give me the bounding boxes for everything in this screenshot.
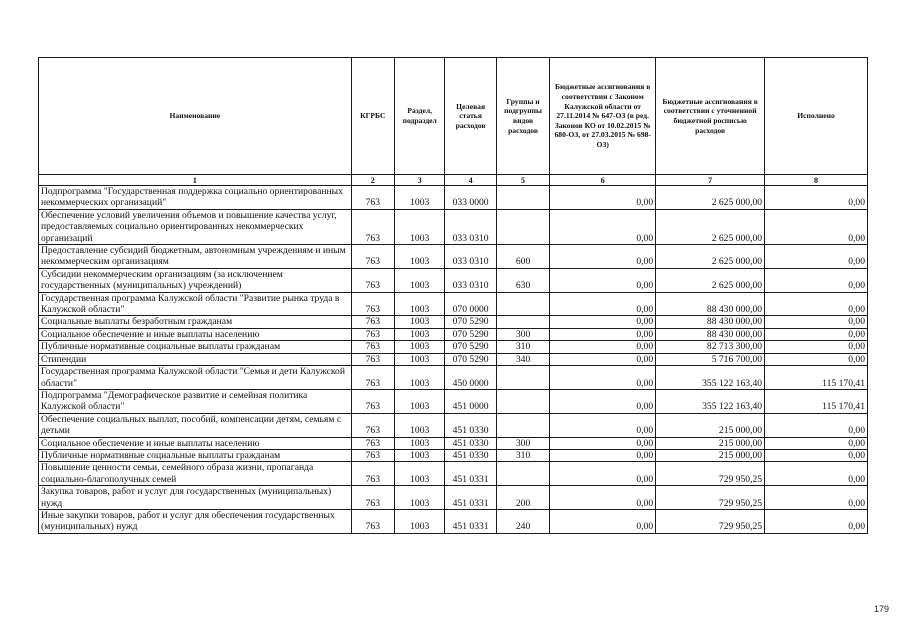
row-kgrbs: 763 xyxy=(351,186,394,210)
table-row xyxy=(39,486,868,510)
table-row xyxy=(39,437,868,449)
row-target-article: 451 0331 xyxy=(445,509,496,533)
row-target-article: 070 5290 xyxy=(445,341,496,353)
row-budget-plan: 88 430 000,00 xyxy=(656,316,765,328)
row-executed: 115 170,41 xyxy=(765,366,868,390)
row-target-article: 070 5290 xyxy=(445,328,496,340)
table-row xyxy=(39,389,868,413)
row-target-article: 033 0310 xyxy=(445,245,496,269)
row-target-article: 451 0000 xyxy=(445,389,496,413)
header-target-article: Целевая статья расходов xyxy=(445,58,496,175)
row-executed: 0,00 xyxy=(765,509,868,533)
row-kgrbs: 763 xyxy=(351,209,394,244)
row-section: 1003 xyxy=(394,509,444,533)
table-row xyxy=(39,449,868,461)
row-budget-plan: 88 430 000,00 xyxy=(656,328,765,340)
row-name: Иные закупки товаров, работ и услуг для обеспечения государственных (муниципальных) нужд xyxy=(39,509,352,533)
table-row xyxy=(39,366,868,390)
row-expense-group xyxy=(496,413,549,437)
row-expense-group xyxy=(496,316,549,328)
row-kgrbs: 763 xyxy=(351,437,394,449)
table-row xyxy=(39,292,868,316)
row-budget-law: 0,00 xyxy=(550,486,656,510)
row-budget-plan: 88 430 000,00 xyxy=(656,292,765,316)
row-executed: 0,00 xyxy=(765,316,868,328)
row-name: Обеспечение социальных выплат, пособий, компенсации детям, семьям с детьми xyxy=(39,413,352,437)
row-budget-plan: 5 716 700,00 xyxy=(656,353,765,365)
row-budget-law: 0,00 xyxy=(550,509,656,533)
budget-document xyxy=(38,57,868,534)
row-kgrbs: 763 xyxy=(351,366,394,390)
row-expense-group: 310 xyxy=(496,449,549,461)
row-kgrbs: 763 xyxy=(351,268,394,292)
row-name: Обеспечение условий увеличения объемов и повышение качества услуг, предоставляемых социально ориентированных некоммерческих организаций xyxy=(39,209,352,244)
row-name: Государственная программа Калужской области "Развитие рынка труда в Калужской области" xyxy=(39,292,352,316)
row-kgrbs: 763 xyxy=(351,413,394,437)
row-budget-law: 0,00 xyxy=(550,389,656,413)
row-name: Закупка товаров, работ и услуг для государственных (муниципальных) нужд xyxy=(39,486,352,510)
row-budget-plan: 2 625 000,00 xyxy=(656,209,765,244)
row-name: Публичные нормативные социальные выплаты гражданам xyxy=(39,449,352,461)
row-name: Субсидии некоммерческим организациям (за исключением государственных (муниципальных) учреждений) xyxy=(39,268,352,292)
row-executed: 0,00 xyxy=(765,462,868,486)
row-kgrbs: 763 xyxy=(351,245,394,269)
row-budget-law: 0,00 xyxy=(550,245,656,269)
row-executed: 0,00 xyxy=(765,268,868,292)
budget-table xyxy=(38,57,868,534)
row-section: 1003 xyxy=(394,186,444,210)
row-executed: 0,00 xyxy=(765,449,868,461)
row-target-article: 033 0310 xyxy=(445,268,496,292)
row-target-article: 451 0330 xyxy=(445,449,496,461)
header-section: Раздел, подраздел xyxy=(394,58,444,175)
column-number-row xyxy=(39,175,868,186)
row-target-article: 033 0000 xyxy=(445,186,496,210)
row-budget-plan: 2 625 000,00 xyxy=(656,186,765,210)
row-section: 1003 xyxy=(394,292,444,316)
row-kgrbs: 763 xyxy=(351,292,394,316)
table-row xyxy=(39,186,868,210)
row-executed: 0,00 xyxy=(765,292,868,316)
row-expense-group xyxy=(496,462,549,486)
row-expense-group: 310 xyxy=(496,341,549,353)
row-budget-law: 0,00 xyxy=(550,353,656,365)
row-section: 1003 xyxy=(394,449,444,461)
column-number: 3 xyxy=(394,175,444,186)
row-name: Подпрограмма "Демографическое развитие и семейная политика Калужской области" xyxy=(39,389,352,413)
row-executed: 0,00 xyxy=(765,353,868,365)
row-kgrbs: 763 xyxy=(351,316,394,328)
row-budget-law: 0,00 xyxy=(550,209,656,244)
row-section: 1003 xyxy=(394,268,444,292)
table-row xyxy=(39,316,868,328)
row-section: 1003 xyxy=(394,316,444,328)
row-kgrbs: 763 xyxy=(351,449,394,461)
row-kgrbs: 763 xyxy=(351,353,394,365)
row-name: Социальные выплаты безработным гражданам xyxy=(39,316,352,328)
header-executed: Исполнено xyxy=(765,58,868,175)
row-expense-group xyxy=(496,209,549,244)
row-expense-group: 630 xyxy=(496,268,549,292)
row-budget-law: 0,00 xyxy=(550,366,656,390)
row-budget-law: 0,00 xyxy=(550,328,656,340)
row-expense-group xyxy=(496,366,549,390)
row-expense-group: 340 xyxy=(496,353,549,365)
row-budget-plan: 215 000,00 xyxy=(656,449,765,461)
row-executed: 0,00 xyxy=(765,186,868,210)
row-name: Социальное обеспечение и иные выплаты населению xyxy=(39,437,352,449)
row-budget-law: 0,00 xyxy=(550,449,656,461)
row-budget-plan: 82 713 300,00 xyxy=(656,341,765,353)
row-name: Социальное обеспечение и иные выплаты населению xyxy=(39,328,352,340)
row-name: Стипендии xyxy=(39,353,352,365)
row-expense-group xyxy=(496,292,549,316)
row-kgrbs: 763 xyxy=(351,509,394,533)
row-expense-group: 600 xyxy=(496,245,549,269)
row-name: Повышение ценности семьи, семейного образа жизни, пропаганда социально-благополучных семей xyxy=(39,462,352,486)
row-budget-law: 0,00 xyxy=(550,341,656,353)
row-section: 1003 xyxy=(394,389,444,413)
row-section: 1003 xyxy=(394,462,444,486)
row-target-article: 033 0310 xyxy=(445,209,496,244)
row-section: 1003 xyxy=(394,328,444,340)
row-kgrbs: 763 xyxy=(351,462,394,486)
row-section: 1003 xyxy=(394,245,444,269)
column-number: 7 xyxy=(656,175,765,186)
table-row xyxy=(39,245,868,269)
row-executed: 0,00 xyxy=(765,245,868,269)
row-budget-law: 0,00 xyxy=(550,268,656,292)
table-row xyxy=(39,462,868,486)
row-name: Государственная программа Калужской области "Семья и дети Калужской области" xyxy=(39,366,352,390)
table-row xyxy=(39,341,868,353)
row-target-article: 451 0330 xyxy=(445,437,496,449)
row-target-article: 070 5290 xyxy=(445,316,496,328)
column-number: 8 xyxy=(765,175,868,186)
row-budget-law: 0,00 xyxy=(550,292,656,316)
row-expense-group xyxy=(496,186,549,210)
table-row xyxy=(39,413,868,437)
row-name: Предоставление субсидий бюджетным, автономным учреждениям и иным некоммерческим организациям xyxy=(39,245,352,269)
row-executed: 0,00 xyxy=(765,209,868,244)
row-budget-plan: 215 000,00 xyxy=(656,413,765,437)
row-expense-group xyxy=(496,389,549,413)
column-number: 1 xyxy=(39,175,352,186)
row-budget-law: 0,00 xyxy=(550,437,656,449)
row-budget-law: 0,00 xyxy=(550,186,656,210)
row-target-article: 070 5290 xyxy=(445,353,496,365)
row-section: 1003 xyxy=(394,341,444,353)
table-row xyxy=(39,209,868,244)
row-executed: 115 170,41 xyxy=(765,389,868,413)
column-number: 4 xyxy=(445,175,496,186)
header-name: Наименование xyxy=(39,58,352,175)
row-budget-plan: 355 122 163,40 xyxy=(656,389,765,413)
row-name: Публичные нормативные социальные выплаты гражданам xyxy=(39,341,352,353)
row-target-article: 450 0000 xyxy=(445,366,496,390)
row-target-article: 451 0331 xyxy=(445,462,496,486)
row-target-article: 451 0330 xyxy=(445,413,496,437)
header-budget-law: Бюджетные ассигнования в соответствии с Законом Калужской области от 27.11.2014 № 647-ОЗ (в ред. Законов КО от 10.02.2015 № 680-ОЗ, от 27.03.2015 № 698-ОЗ) xyxy=(550,58,656,175)
row-section: 1003 xyxy=(394,209,444,244)
row-budget-law: 0,00 xyxy=(550,413,656,437)
row-budget-law: 0,00 xyxy=(550,316,656,328)
header-kgrbs: КГРБС xyxy=(351,58,394,175)
row-section: 1003 xyxy=(394,353,444,365)
row-budget-plan: 2 625 000,00 xyxy=(656,268,765,292)
table-row xyxy=(39,353,868,365)
row-budget-plan: 729 950,25 xyxy=(656,462,765,486)
row-section: 1003 xyxy=(394,366,444,390)
column-number: 5 xyxy=(496,175,549,186)
row-kgrbs: 763 xyxy=(351,389,394,413)
row-name: Подпрограмма "Государственная поддержка социально ориентированных некоммерческих организаций" xyxy=(39,186,352,210)
row-budget-plan: 2 625 000,00 xyxy=(656,245,765,269)
table-row xyxy=(39,509,868,533)
row-executed: 0,00 xyxy=(765,437,868,449)
row-expense-group: 300 xyxy=(496,437,549,449)
row-target-article: 451 0331 xyxy=(445,486,496,510)
page-number: 179 xyxy=(874,604,890,614)
row-expense-group: 300 xyxy=(496,328,549,340)
row-budget-plan: 729 950,25 xyxy=(656,486,765,510)
row-budget-plan: 215 000,00 xyxy=(656,437,765,449)
row-target-article: 070 0000 xyxy=(445,292,496,316)
row-section: 1003 xyxy=(394,413,444,437)
column-number: 6 xyxy=(550,175,656,186)
row-section: 1003 xyxy=(394,437,444,449)
row-budget-law: 0,00 xyxy=(550,462,656,486)
row-kgrbs: 763 xyxy=(351,341,394,353)
column-number: 2 xyxy=(351,175,394,186)
table-row xyxy=(39,268,868,292)
row-budget-plan: 355 122 163,40 xyxy=(656,366,765,390)
row-expense-group: 240 xyxy=(496,509,549,533)
row-kgrbs: 763 xyxy=(351,486,394,510)
row-expense-group: 200 xyxy=(496,486,549,510)
table-header-row xyxy=(39,58,868,175)
table-row xyxy=(39,328,868,340)
row-budget-plan: 729 950,25 xyxy=(656,509,765,533)
row-executed: 0,00 xyxy=(765,328,868,340)
row-section: 1003 xyxy=(394,486,444,510)
row-executed: 0,00 xyxy=(765,341,868,353)
row-executed: 0,00 xyxy=(765,486,868,510)
header-budget-plan: Бюджетные ассигнования в соответствии с уточненной бюджетной росписью расходов xyxy=(656,58,765,175)
row-kgrbs: 763 xyxy=(351,328,394,340)
header-expense-group: Группы и подгруппы видов расходов xyxy=(496,58,549,175)
row-executed: 0,00 xyxy=(765,413,868,437)
table-body xyxy=(39,186,868,534)
